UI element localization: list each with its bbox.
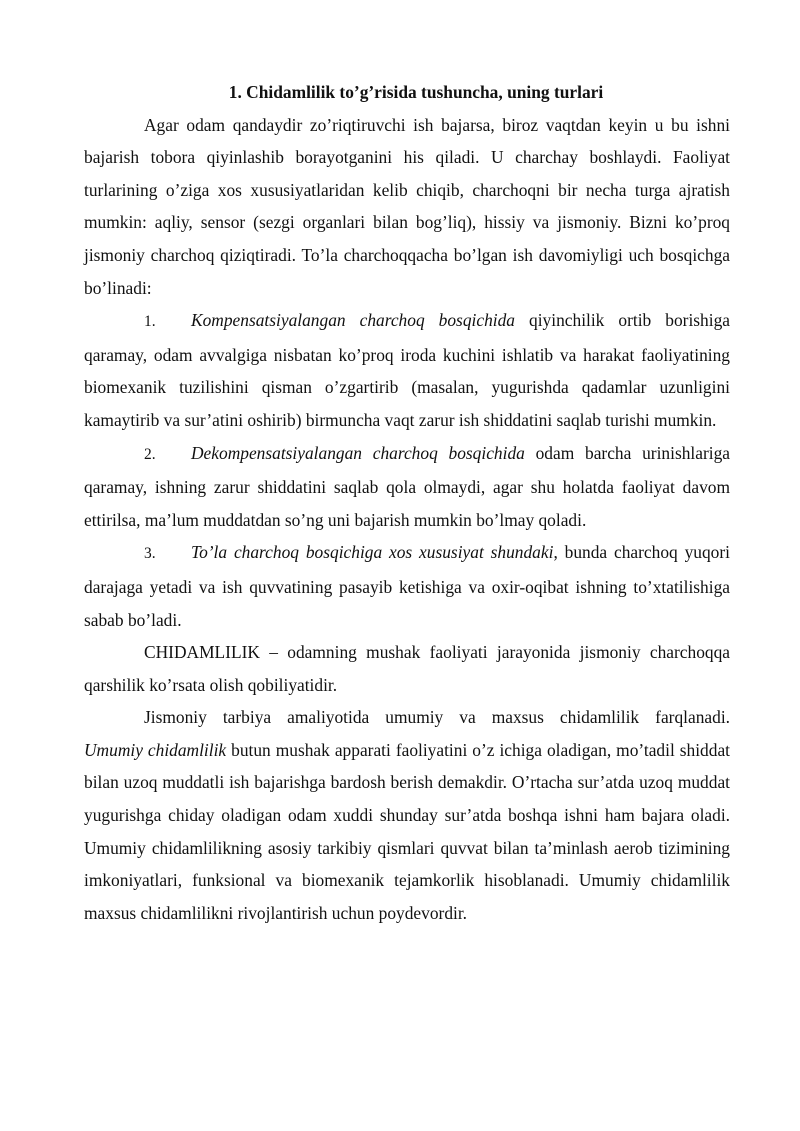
list-item-3 (84, 536, 730, 636)
list-item-2 (84, 437, 730, 537)
list-number: 3. (144, 545, 156, 563)
list-text: odam barcha urinishlariga qaramay, ishning zarur shiddatini saqlab qola olmaydi, agar shu holatda faoliyat davom ettirilsa, ma’lum muddatdan so’ng uni bajarish mumkin bo’lmay qoladi. (84, 442, 731, 530)
definition-term: CHIDAMLILIK (144, 642, 260, 663)
list-number: 2. (144, 445, 156, 463)
intro-paragraph: Agar odam qandaydir zo’riqtiruvchi ish bajarsa, biroz vaqtdan keyin u bu ishni bajarish tobora qiyinlashib borayotganini his qiladi. U charchay boshlaydi. Faoliyat turlarining o’ziga xos xususiyatlaridan kelib chiqib, charchoqni bir necha turga ajratish mumkin: aqliy, sensor (sezgi organlari bilan bog’liq), hissiy va jismoniy. Bizni ko’proq jismoniy charchoq qiziqtiradi. To’la charchoqqacha bo’lgan ish davomiyligi uch bosqichga bo’linadi: (84, 114, 730, 298)
list-term: Dekompensatsiyalangan charchoq bosqichida (191, 442, 525, 463)
general-endurance-intro: Jismoniy tarbiya amaliyotida umumiy va maxsus chidamlilik farqlanadi. (144, 707, 730, 728)
list-term: To’la charchoq bosqichiga xos xususiyat shundaki (191, 542, 554, 563)
definition-text: – odamning mushak faoliyati jarayonida jismoniy charchoqqa qarshilik ko’rsata olish qobiliyatidir. (84, 642, 730, 695)
list-item-1 (84, 304, 730, 436)
list-text: , bunda charchoq yuqori darajaga yetadi va ish quvvatining pasayib ketishiga va oxir-oqibat ishning to’xtatilishiga sabab bo’ladi. (84, 542, 730, 630)
general-endurance-text: butun mushak apparati faoliyatini o’z ichiga oladigan, mo’tadil shiddat bilan uzoq muddatli ish bajarishga bardosh berish demakdir. O’rtacha sur’atda uzoq muddat yugurishga chiday oladigan odam xuddi shunday sur’atda boshqa ishni ham bajara oladi. Umumiy chidamlilikning asosiy tarkibiy qismlari quvvat bilan ta’minlash aerob tizimining imkoniyatlari, funksional va biomexanik tejamkorlik hisoblanadi. Umumiy chidamlilik maxsus chidamlilikni rivojlantirish uchun poydevordir. (84, 739, 730, 923)
section-title: 1. Chidamlilik to’g’risida tushuncha, uning turlari (228, 82, 604, 102)
list-term: Kompensatsiyalangan charchoq bosqichida (191, 310, 515, 331)
list-number: 1. (144, 313, 156, 331)
general-endurance-paragraph (84, 734, 730, 930)
definition-paragraph (84, 636, 730, 701)
list-text: qiyinchilik ortib borishiga qaramay, odam avvalgiga nisbatan ko’proq iroda kuchini ishlatib va harakat faoliyatining biomexanik tuzilishini qisman o’zgartirib (masalan, yugurishda qadamlar uzunligini kamaytirib va sur’atini oshirib) birmuncha vaqt zarur ish shiddatini saqlab turishi mumkin. (84, 310, 730, 430)
general-endurance-term: Umumiy chidamlilik (84, 739, 227, 760)
